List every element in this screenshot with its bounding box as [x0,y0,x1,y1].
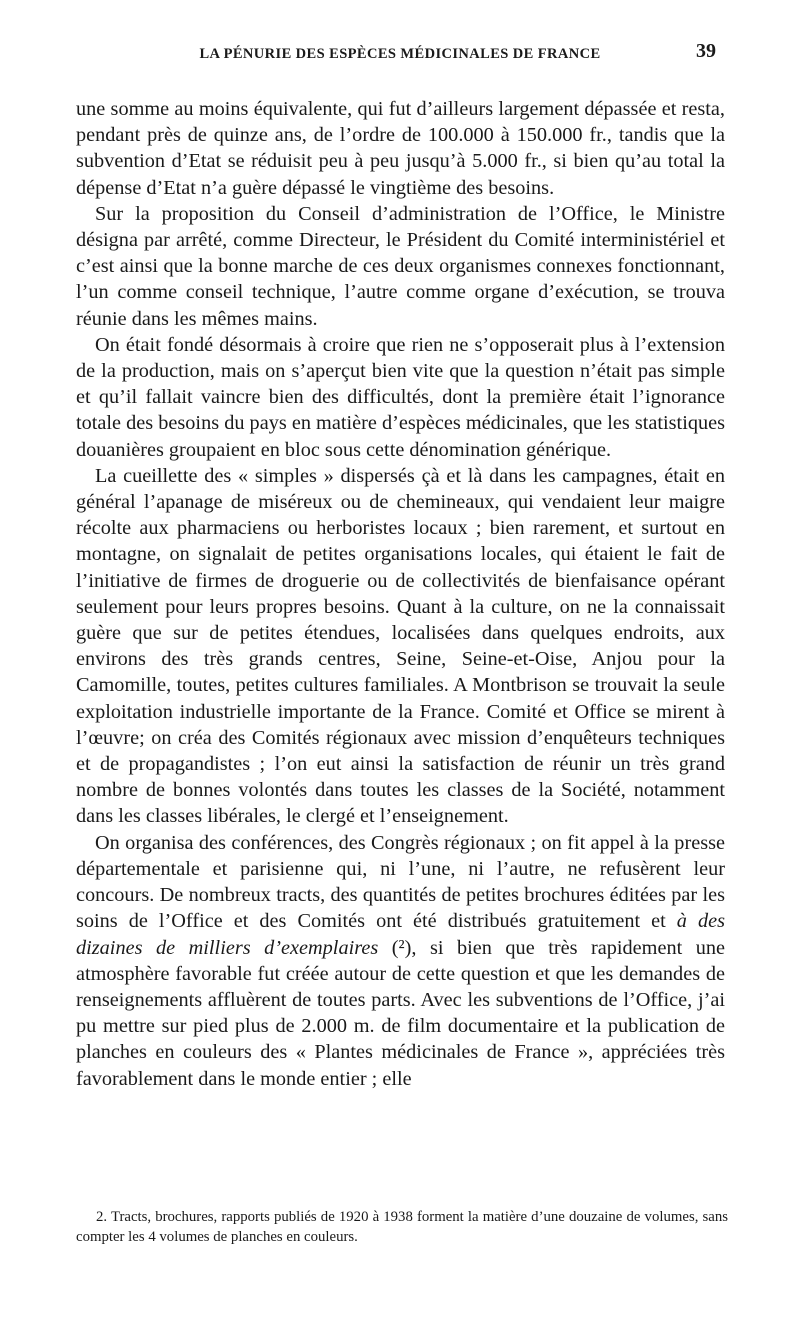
paragraph-propaganda [76,830,725,1092]
paragraph-production-difficulties: On était fondé désormais à croire que rien ne s’opposerait plus à l’extension de la production, mais on s’aperçut bien vite que la question n’était pas simple et qu’il fallait vaincre bien des difficultés, dont la première était l’ignorance totale des besoins du pays en matière d’espèces médicinales, que les statistiques douanières groupaient en bloc sous cette dénomination générique. [76,333,725,461]
body-text [76,96,725,1092]
running-title: LA PÉNURIE DES ESPÈCES MÉDICINALES DE FRANCE [199,46,601,62]
paragraph-director-appointment: Sur la proposition du Conseil d’administration de l’Office, le Ministre désigna par arrêté, comme Directeur, le Président du Comité interministériel et c’est ainsi que la bonne marche de ces deux organismes connexes fonctionnant, l’un comme conseil technique, l’autre comme organe d’exécution, se trouva réunie dans les mêmes mains. [76,202,725,330]
paragraph-continuation: une somme au moins équivalente, qui fut d’ailleurs largement dépassée et resta, pendant près de quinze ans, de l’ordre de 100.000 à 150.000 fr., tandis que la subvention d’Etat se réduisit peu à peu jusqu’à 5.000 fr., si bien qu’au total la dépense d’Etat n’a guère dépassé le vingtième des besoins. [76,98,725,199]
footnote: 2. Tracts, brochures, rapports publiés de 1920 à 1938 forment la matière d’une douzaine de volumes, sans compter les 4 volumes de planches en couleurs. [76,1209,728,1245]
paragraph-propaganda-part1: On organisa des conférences, des Congrès régionaux ; on fit appel à la presse départementale et parisienne qui, ni l’une, ni l’autre, ne refusèrent leur concours. De nombreux tracts, des quantités de petites brochures éditées par les soins de l’Office et des Comités ont été distribués gratuitement et [76,831,725,933]
paragraph-propaganda-part2: (²), si bien que très rapidement une atmosphère favorable fut créée autour de cette question et que les demandes de renseignements affluèrent de toutes parts. Avec les subventions de l’Office, j’ai pu mettre sur pied plus de 2.000 m. de film documentaire et la publication de planches en couleurs des « Plantes médicinales de France », appréciées très favorablement dans le monde entier ; elle [76,936,726,1090]
paragraph-propaganda-italic: à des dizaines de milliers d’exemplaires [76,910,725,959]
page-number: 39 [696,40,716,62]
paragraph-harvest-and-culture: La cueillette des « simples » dispersés çà et là dans les campagnes, était en général l’apanage de miséreux ou de chemineaux, qui vendaient leur maigre récolte aux pharmaciens ou herboristes locaux ; bien rarement, et surtout en montagne, on signalait de petites organisations locales, qui étaient le fait de l’initiative de firmes de droguerie ou de collectivités de bienfaisance opérant seulement pour leurs propres besoins. Quant à la culture, on ne la connaissait guère que sur de petites étendues, localisées dans quelques endroits, aux environs des très grands centres, Seine, Seine-et-Oise, Anjou pour la Camomille, toutes, petites cultures familiales. A Montbrison se trouvait la seule exploitation industrielle importante de la France. Comité et Office se mirent à l’œuvre; on créa des Comités régionaux avec mission d’enquêteurs techniques et de propagandistes ; l’on eut ainsi la satisfaction de réunir un très grand nombre de bonnes volontés dans toutes les classes de la Société, notamment dans les classes libérales, le clergé et l’enseignement. [76,464,725,828]
